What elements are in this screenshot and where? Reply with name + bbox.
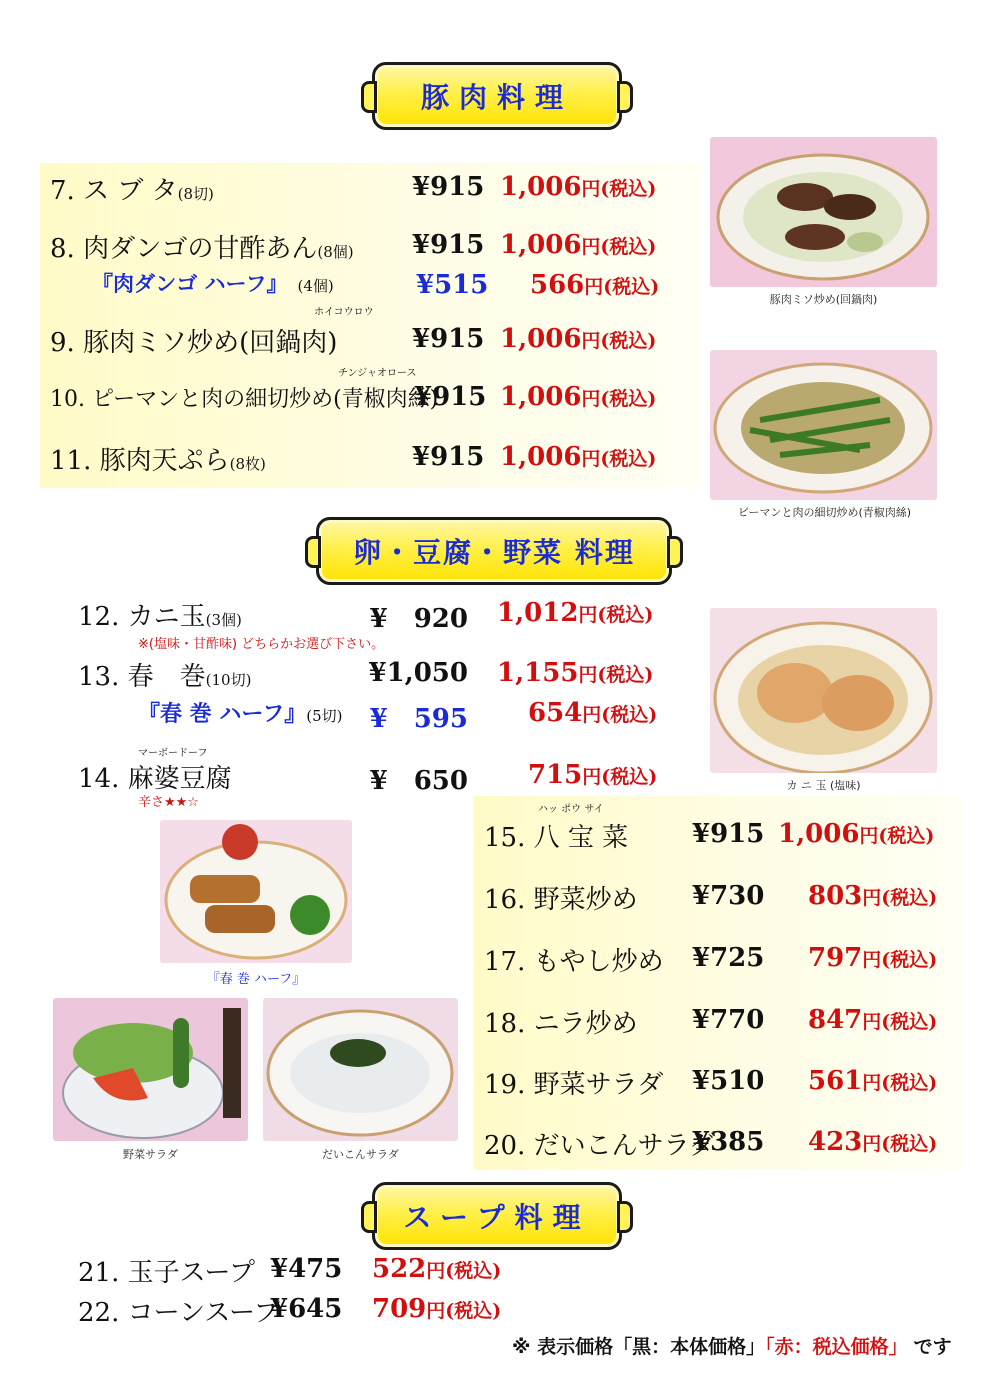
item-price: ¥ 650 <box>369 766 468 796</box>
section-banner-egg-tofu-veg <box>316 517 672 585</box>
item-tax-price: 1,155円(税込) <box>497 658 654 688</box>
item-name: 14. 麻婆豆腐 <box>78 764 232 794</box>
legend-red: 「赤：税込価格」 <box>765 1336 908 1358</box>
photo-hoikoro <box>710 137 937 287</box>
item-name: 10. ピーマンと肉の細切炒め(青椒肉絲) <box>50 387 439 412</box>
section-banner-pork <box>372 62 622 130</box>
item-tax-price: 423円(税込) <box>808 1127 938 1157</box>
item-name: 『肉ダンゴ ハーフ』 <box>92 271 288 296</box>
item-price: ¥385 <box>692 1127 765 1157</box>
item-name: 9. 豚肉ミソ炒め(回鍋肉) <box>50 328 338 358</box>
item-price: ¥ 595 <box>369 704 468 734</box>
photo-caption: 豚肉ミソ炒め(回鍋肉) <box>769 293 878 306</box>
legend-prefix: ※ 表示価格 <box>512 1336 614 1358</box>
item-name: 17. もやし炒め <box>484 947 664 977</box>
menu-item-22 <box>78 1292 280 1332</box>
item-ruby: ホイコウロウ <box>314 307 374 318</box>
plate-illustration <box>53 998 248 1141</box>
photo-caption: 『春 巻 ハーフ』 <box>206 972 306 987</box>
plate-illustration <box>160 820 352 963</box>
item-name: 7. ス ブ タ <box>50 176 178 206</box>
plate-illustration <box>710 137 937 287</box>
item-note: (8切) <box>177 185 214 203</box>
menu-item-8-half <box>92 268 334 308</box>
item-tax-price: 654円(税込) <box>528 698 658 728</box>
menu-item-11 <box>50 440 266 480</box>
photo-chinjao <box>710 350 937 500</box>
item-tax-price: 1,006円(税込) <box>500 442 657 472</box>
item-name: 15. 八 宝 菜 <box>484 823 629 853</box>
item-tax-price: 561円(税込) <box>808 1066 938 1096</box>
item-name: 8. 肉ダンゴの甘酢あん <box>50 234 318 264</box>
item-price: ¥515 <box>416 270 489 300</box>
item-subnote: ※(塩味・甘酢味) どちらかお選び下さい。 <box>138 637 385 652</box>
item-note: (8個) <box>317 243 354 261</box>
photo-caption: カ ニ 玉 (塩味) <box>786 779 861 792</box>
menu-item-9 <box>50 322 337 362</box>
item-name: 19. 野菜サラダ <box>484 1070 664 1100</box>
item-subnote: 辛さ★★☆ <box>138 795 199 810</box>
item-ruby: マーボードーフ <box>138 748 208 759</box>
item-ruby: チンジャオロース <box>338 368 417 379</box>
section-title-soup: スープ料理 <box>403 1201 591 1234</box>
item-name: 16. 野菜炒め <box>484 885 638 915</box>
item-tax-price: 1,006円(税込) <box>500 382 657 412</box>
item-note: (3個) <box>205 611 242 629</box>
item-name: 18. ニラ炒め <box>484 1009 638 1039</box>
item-price: ¥730 <box>692 881 765 911</box>
menu-item-16 <box>484 879 638 919</box>
item-price: ¥915 <box>692 819 765 849</box>
legend-black: 「黒：本体価格」 <box>613 1336 766 1358</box>
photo-harumaki <box>160 820 352 963</box>
item-name: 21. 玉子スープ <box>78 1258 256 1288</box>
item-tax-price: 1,006円(税込) <box>500 230 657 260</box>
menu-item-12 <box>78 596 242 636</box>
item-ruby: ハッ ポウ サイ <box>538 804 604 815</box>
menu-item-20 <box>484 1125 715 1165</box>
item-price: ¥770 <box>692 1005 765 1035</box>
menu-item-10 <box>50 382 438 422</box>
item-tax-price: 1,006円(税込) <box>500 324 657 354</box>
menu-item-8 <box>50 228 354 268</box>
item-price: ¥ 920 <box>369 604 468 634</box>
item-note: (5切) <box>306 707 343 725</box>
photo-daikon-salad <box>263 998 458 1141</box>
menu-item-7 <box>50 170 214 210</box>
item-price: ¥725 <box>692 943 765 973</box>
item-tax-price: 1,006円(税込) <box>778 819 935 849</box>
item-name: 20. だいこんサラダ <box>484 1131 716 1161</box>
item-price: ¥510 <box>692 1066 765 1096</box>
item-name: 『春 巻 ハーフ』 <box>138 701 307 727</box>
item-name: 11. 豚肉天ぷら <box>50 446 230 476</box>
menu-item-13-half <box>138 697 342 737</box>
section-title-pork: 豚肉料理 <box>420 81 573 114</box>
menu-item-21 <box>78 1252 255 1292</box>
item-price: ¥915 <box>412 172 485 202</box>
item-tax-price: 1,012円(税込) <box>497 598 654 628</box>
price-legend <box>512 1332 952 1359</box>
item-price: ¥475 <box>270 1254 343 1284</box>
item-tax-price: 803円(税込) <box>808 881 938 911</box>
plate-illustration <box>710 608 937 773</box>
plate-illustration <box>710 350 937 500</box>
legend-suffix: です <box>913 1336 952 1358</box>
photo-caption: だいこんサラダ <box>322 1148 399 1161</box>
photo-yasai-salad <box>53 998 248 1141</box>
item-tax-price: 522円(税込) <box>372 1254 502 1284</box>
menu-item-13 <box>78 656 251 696</box>
item-note: (8枚) <box>229 455 266 473</box>
photo-kanitama <box>710 608 937 773</box>
item-price: ¥915 <box>412 324 485 354</box>
item-name: 22. コーンスープ <box>78 1298 280 1328</box>
item-name: 13. 春 巻 <box>78 662 206 692</box>
item-tax-price: 709円(税込) <box>372 1294 502 1324</box>
item-tax-price: 797円(税込) <box>808 943 938 973</box>
plate-illustration <box>263 998 458 1141</box>
photo-caption: ピーマンと肉の細切炒め(青椒肉絲) <box>737 506 912 519</box>
section-title-egg-tofu-veg: 卵・豆腐・野菜 料理 <box>353 536 635 569</box>
menu-item-15 <box>484 817 628 857</box>
item-tax-price: 1,006円(税込) <box>500 172 657 202</box>
section-banner-soup <box>372 1182 622 1250</box>
item-price: ¥915 <box>412 230 485 260</box>
item-note: (4個) <box>297 277 334 295</box>
item-price: ¥915 <box>414 382 487 412</box>
item-price: ¥645 <box>270 1294 343 1324</box>
item-note: (10切) <box>205 671 252 689</box>
item-name: 12. カニ玉 <box>78 602 206 632</box>
item-price: ¥1,050 <box>368 658 468 688</box>
photo-caption: 野菜サラダ <box>123 1148 178 1161</box>
menu-item-18 <box>484 1003 638 1043</box>
menu-item-19 <box>484 1064 663 1104</box>
item-tax-price: 715円(税込) <box>528 760 658 790</box>
item-price: ¥915 <box>412 442 485 472</box>
item-tax-price: 566円(税込) <box>530 270 660 300</box>
menu-item-17 <box>484 941 664 981</box>
item-tax-price: 847円(税込) <box>808 1005 938 1035</box>
